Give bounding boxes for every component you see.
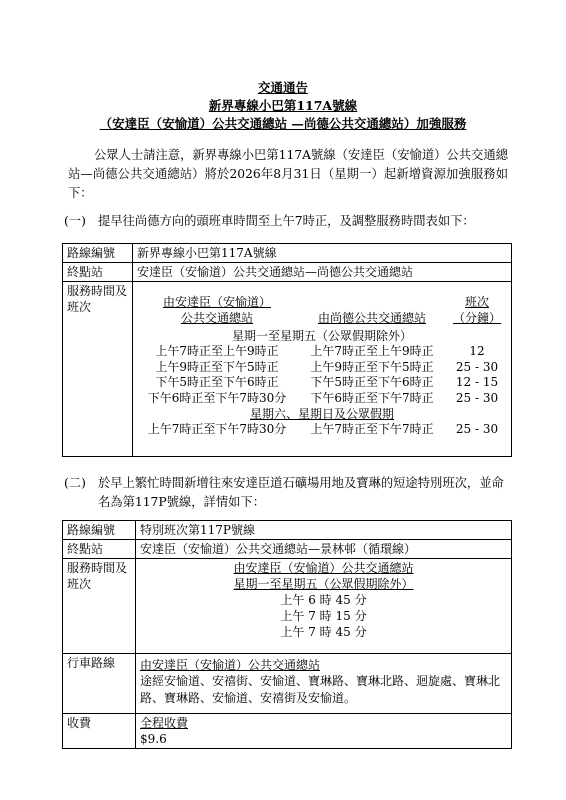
timetable-row: 下午5時正至下午6時正 下午5時正至下午6時正 12 - 15	[155, 375, 499, 389]
col-header-frequency: 班次 （分鐘）	[452, 295, 501, 325]
terminus-value: 安達臣（安愉道）公共交通總站—景林邨（循環線）	[136, 540, 512, 559]
terminus-value: 安達臣（安愉道）公共交通總站—尚德公共交通總站	[133, 263, 512, 282]
section-1-number: (一)	[64, 214, 86, 228]
path-label: 行車路線	[63, 654, 136, 714]
terminus-label: 終點站	[63, 540, 136, 559]
notice-title	[0, 79, 566, 133]
section-2-number: (二)	[64, 476, 86, 490]
route-label: 路線編號	[63, 244, 133, 263]
title-line-3: （安達臣（安愉道）公共交通總站 —尚德公共交通總站）加強服務	[99, 116, 467, 131]
weekday-label: 星期一至星期五（公眾假期除外）	[231, 329, 412, 343]
timetable-row: 上午7時正至下午7時30分 上午7時正至下午7時正 25 - 30	[147, 422, 499, 436]
route-117a-table	[62, 243, 512, 457]
section-2-text: 於早上繁忙時間新增往來安達臣道石礦場用地及寶琳的短途特別班次，並命名為第117P號線，詳情如下：	[98, 476, 504, 509]
col-header-from-shun-tak: 由尚德公共交通總站	[317, 311, 426, 325]
intro-paragraph: 公眾人士請注意，新界專線小巴第117A號線（安達臣（安愉道）公共交通總站—尚德公共交通總站）將於2026年8月31日（星期一）起新增資源加強服務如下：	[68, 148, 508, 200]
timetable-row: 上午9時正至下午5時正 上午9時正至下午5時正 25 - 30	[155, 359, 499, 374]
terminus-label: 終點站	[63, 263, 133, 282]
fare-value: $9.6	[140, 732, 167, 746]
departure-time: 上午 7 時 15 分	[280, 609, 367, 623]
timetable-header	[137, 294, 507, 326]
fare-cell	[136, 714, 512, 749]
route-value: 新界專線小巴第117A號線	[133, 244, 512, 263]
path-detail: 途經安愉道、安禧街、安愉道、寶琳路、寶琳北路、迴旋處、寶琳北路、寶琳路、安愉道、安禧街及安愉道。	[140, 674, 501, 705]
path-from: 由安達臣（安愉道）公共交通總站	[140, 658, 321, 672]
title-line-1: 交通通告	[257, 80, 308, 95]
service-times-cell	[136, 559, 512, 654]
departure-time: 上午 6 時 45 分	[280, 593, 367, 607]
title-line-2: 新界專線小巴第117A號線	[208, 98, 358, 113]
route-label: 路線編號	[63, 521, 136, 540]
service-days: 星期一至星期五（公眾假期除外）	[233, 577, 414, 591]
timetable-cell	[133, 282, 512, 457]
section-1-text: 提早往尚德方向的頭班車時間至上午7時正，及調整服務時間表如下：	[98, 214, 475, 228]
service-from: 由安達臣（安愉道）公共交通總站	[233, 561, 414, 575]
col-header-from-anderson: 由安達臣（安愉道） 公共交通總站	[162, 295, 271, 325]
path-cell	[136, 654, 512, 714]
timetable-row: 下午6時正至下午7時30分 下午6時正至下午7時正 25 - 30	[147, 390, 499, 405]
service-label: 服務時間及班次	[63, 559, 136, 654]
route-117p-table	[62, 520, 512, 749]
route-value: 特別班次第117P號線	[136, 521, 512, 540]
weekend-label: 星期六、星期日及公眾假期	[249, 407, 394, 421]
service-label: 服務時間及班次	[63, 282, 133, 457]
fare-title: 全程收費	[140, 716, 189, 730]
timetable-row: 上午7時正至上午9時正 上午7時正至上午9時正 12	[155, 344, 485, 358]
fare-label: 收費	[63, 714, 136, 749]
departure-time: 上午 7 時 45 分	[280, 625, 367, 639]
